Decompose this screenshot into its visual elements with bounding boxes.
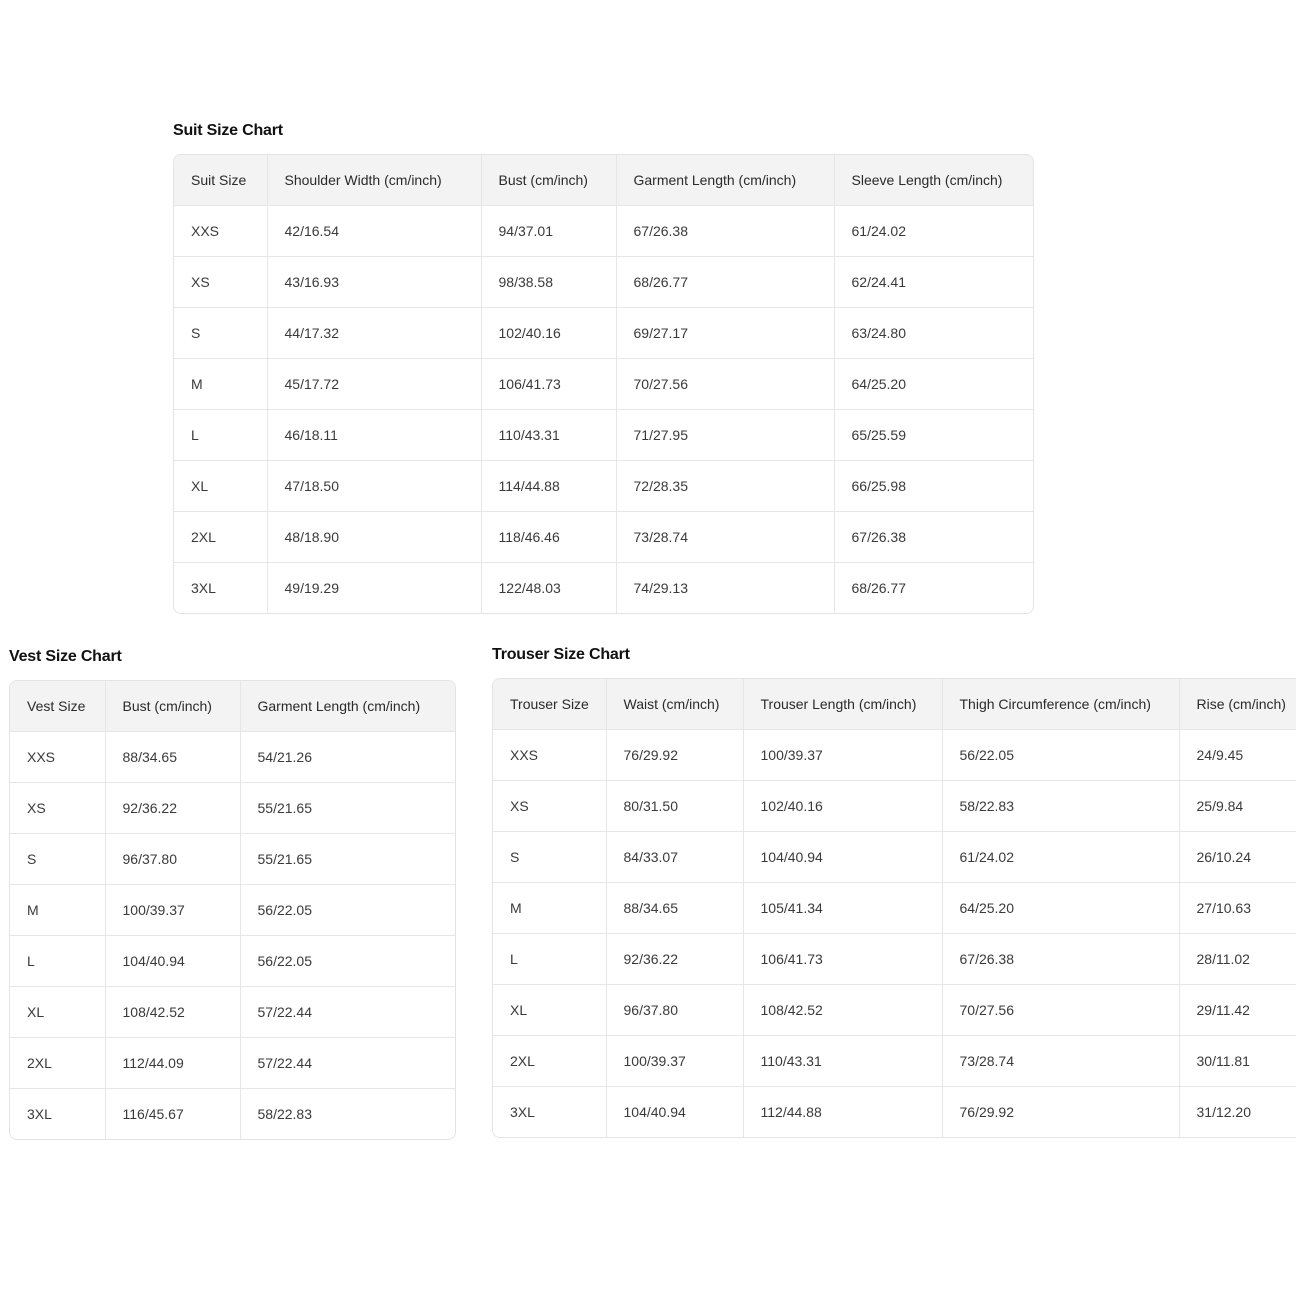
table-cell: 92/36.22	[105, 783, 240, 834]
table-cell: 46/18.11	[267, 410, 481, 461]
table-cell: 116/45.67	[105, 1089, 240, 1140]
column-header: Trouser Size	[493, 679, 606, 730]
table-cell: 110/43.31	[743, 1036, 942, 1087]
table-header-row	[493, 679, 1296, 730]
table-cell: 3XL	[10, 1089, 105, 1140]
table-cell: 30/11.81	[1179, 1036, 1296, 1087]
table-cell: 3XL	[174, 563, 267, 614]
vest-size-table-container	[9, 680, 456, 1140]
table-cell: XXS	[10, 732, 105, 783]
table-cell: 28/11.02	[1179, 934, 1296, 985]
table-cell: 96/37.80	[105, 834, 240, 885]
table-cell: 73/28.74	[616, 512, 834, 563]
table-cell: 92/36.22	[606, 934, 743, 985]
table-cell: 104/40.94	[743, 832, 942, 883]
table-cell: 68/26.77	[616, 257, 834, 308]
table-cell: XL	[174, 461, 267, 512]
table-cell: 27/10.63	[1179, 883, 1296, 934]
column-header: Vest Size	[10, 681, 105, 732]
table-cell: 68/26.77	[834, 563, 1034, 614]
suit-size-table-container	[173, 154, 1034, 614]
table-row	[174, 359, 1034, 410]
table-cell: 88/34.65	[105, 732, 240, 783]
column-header: Bust (cm/inch)	[481, 155, 616, 206]
table-cell: 73/28.74	[942, 1036, 1179, 1087]
table-cell: 100/39.37	[743, 730, 942, 781]
table-cell: 66/25.98	[834, 461, 1034, 512]
table-cell: 2XL	[174, 512, 267, 563]
suit-size-chart-title: Suit Size Chart	[173, 122, 283, 139]
table-row	[493, 934, 1296, 985]
table-row	[174, 206, 1034, 257]
table-row	[10, 1089, 455, 1140]
table-cell: M	[174, 359, 267, 410]
table-row	[493, 1087, 1296, 1138]
trouser-size-table-container	[492, 678, 1296, 1138]
trouser-size-chart-section	[492, 646, 1296, 1138]
table-cell: 3XL	[493, 1087, 606, 1138]
table-cell: 2XL	[493, 1036, 606, 1087]
table-cell: 71/27.95	[616, 410, 834, 461]
table-cell: 29/11.42	[1179, 985, 1296, 1036]
table-cell: 100/39.37	[606, 1036, 743, 1087]
column-header: Thigh Circumference (cm/inch)	[942, 679, 1179, 730]
table-cell: 108/42.52	[105, 987, 240, 1038]
table-row	[10, 783, 455, 834]
column-header: Sleeve Length (cm/inch)	[834, 155, 1034, 206]
table-cell: XL	[493, 985, 606, 1036]
table-cell: 74/29.13	[616, 563, 834, 614]
table-cell: 96/37.80	[606, 985, 743, 1036]
table-cell: L	[493, 934, 606, 985]
table-cell: 67/26.38	[616, 206, 834, 257]
table-row	[10, 885, 455, 936]
table-cell: 63/24.80	[834, 308, 1034, 359]
table-row	[174, 563, 1034, 614]
table-cell: 104/40.94	[606, 1087, 743, 1138]
table-cell: 43/16.93	[267, 257, 481, 308]
table-cell: 104/40.94	[105, 936, 240, 987]
table-row	[174, 410, 1034, 461]
trouser-size-table	[493, 679, 1296, 1137]
table-cell: 76/29.92	[942, 1087, 1179, 1138]
table-cell: 102/40.16	[743, 781, 942, 832]
table-cell: 56/22.05	[240, 885, 455, 936]
suit-size-chart-section	[173, 122, 1034, 614]
table-row	[174, 257, 1034, 308]
table-cell: XL	[10, 987, 105, 1038]
table-cell: 112/44.09	[105, 1038, 240, 1089]
table-cell: 55/21.65	[240, 783, 455, 834]
table-cell: 56/22.05	[942, 730, 1179, 781]
column-header: Shoulder Width (cm/inch)	[267, 155, 481, 206]
table-cell: 102/40.16	[481, 308, 616, 359]
table-cell: 54/21.26	[240, 732, 455, 783]
table-cell: XXS	[174, 206, 267, 257]
vest-size-table	[10, 681, 455, 1139]
table-cell: 67/26.38	[942, 934, 1179, 985]
table-cell: M	[10, 885, 105, 936]
suit-size-table	[174, 155, 1034, 613]
table-row	[493, 1036, 1296, 1087]
table-cell: 24/9.45	[1179, 730, 1296, 781]
table-cell: 31/12.20	[1179, 1087, 1296, 1138]
table-cell: 44/17.32	[267, 308, 481, 359]
table-row	[10, 732, 455, 783]
table-cell: XXS	[493, 730, 606, 781]
table-row	[493, 883, 1296, 934]
table-cell: 49/19.29	[267, 563, 481, 614]
table-header-row	[10, 681, 455, 732]
table-cell: 70/27.56	[942, 985, 1179, 1036]
trouser-size-chart-title: Trouser Size Chart	[492, 646, 630, 663]
table-cell: 70/27.56	[616, 359, 834, 410]
table-cell: XS	[10, 783, 105, 834]
table-cell: XS	[174, 257, 267, 308]
table-row	[10, 1038, 455, 1089]
table-cell: L	[10, 936, 105, 987]
table-cell: 25/9.84	[1179, 781, 1296, 832]
table-cell: 84/33.07	[606, 832, 743, 883]
table-row	[493, 730, 1296, 781]
table-cell: 61/24.02	[942, 832, 1179, 883]
column-header: Suit Size	[174, 155, 267, 206]
table-cell: 118/46.46	[481, 512, 616, 563]
table-cell: S	[10, 834, 105, 885]
table-cell: 114/44.88	[481, 461, 616, 512]
column-header: Waist (cm/inch)	[606, 679, 743, 730]
table-cell: 45/17.72	[267, 359, 481, 410]
table-cell: S	[174, 308, 267, 359]
table-cell: 65/25.59	[834, 410, 1034, 461]
table-cell: 62/24.41	[834, 257, 1034, 308]
table-cell: 98/38.58	[481, 257, 616, 308]
table-cell: 112/44.88	[743, 1087, 942, 1138]
table-row	[174, 461, 1034, 512]
table-row	[10, 987, 455, 1038]
table-cell: 110/43.31	[481, 410, 616, 461]
table-cell: 48/18.90	[267, 512, 481, 563]
table-cell: 106/41.73	[481, 359, 616, 410]
table-cell: 26/10.24	[1179, 832, 1296, 883]
table-cell: 64/25.20	[834, 359, 1034, 410]
table-cell: 55/21.65	[240, 834, 455, 885]
table-cell: 47/18.50	[267, 461, 481, 512]
table-row	[174, 308, 1034, 359]
table-cell: 69/27.17	[616, 308, 834, 359]
table-cell: 64/25.20	[942, 883, 1179, 934]
column-header: Bust (cm/inch)	[105, 681, 240, 732]
table-row	[493, 832, 1296, 883]
table-cell: 56/22.05	[240, 936, 455, 987]
column-header: Garment Length (cm/inch)	[240, 681, 455, 732]
table-cell: S	[493, 832, 606, 883]
column-header: Garment Length (cm/inch)	[616, 155, 834, 206]
table-cell: 105/41.34	[743, 883, 942, 934]
table-cell: 94/37.01	[481, 206, 616, 257]
table-cell: 61/24.02	[834, 206, 1034, 257]
table-row	[10, 834, 455, 885]
table-cell: XS	[493, 781, 606, 832]
table-cell: 57/22.44	[240, 1038, 455, 1089]
table-cell: 42/16.54	[267, 206, 481, 257]
table-row	[493, 985, 1296, 1036]
table-cell: 67/26.38	[834, 512, 1034, 563]
table-cell: L	[174, 410, 267, 461]
table-cell: 106/41.73	[743, 934, 942, 985]
table-row	[493, 781, 1296, 832]
column-header: Trouser Length (cm/inch)	[743, 679, 942, 730]
table-cell: 122/48.03	[481, 563, 616, 614]
table-cell: 80/31.50	[606, 781, 743, 832]
table-header-row	[174, 155, 1034, 206]
vest-size-chart-title: Vest Size Chart	[9, 648, 122, 665]
table-cell: 88/34.65	[606, 883, 743, 934]
vest-size-chart-section	[9, 648, 456, 1140]
table-cell: M	[493, 883, 606, 934]
table-cell: 72/28.35	[616, 461, 834, 512]
table-cell: 108/42.52	[743, 985, 942, 1036]
table-cell: 58/22.83	[240, 1089, 455, 1140]
table-cell: 76/29.92	[606, 730, 743, 781]
table-cell: 58/22.83	[942, 781, 1179, 832]
table-row	[174, 512, 1034, 563]
table-row	[10, 936, 455, 987]
table-cell: 100/39.37	[105, 885, 240, 936]
column-header: Rise (cm/inch)	[1179, 679, 1296, 730]
table-cell: 57/22.44	[240, 987, 455, 1038]
table-cell: 2XL	[10, 1038, 105, 1089]
